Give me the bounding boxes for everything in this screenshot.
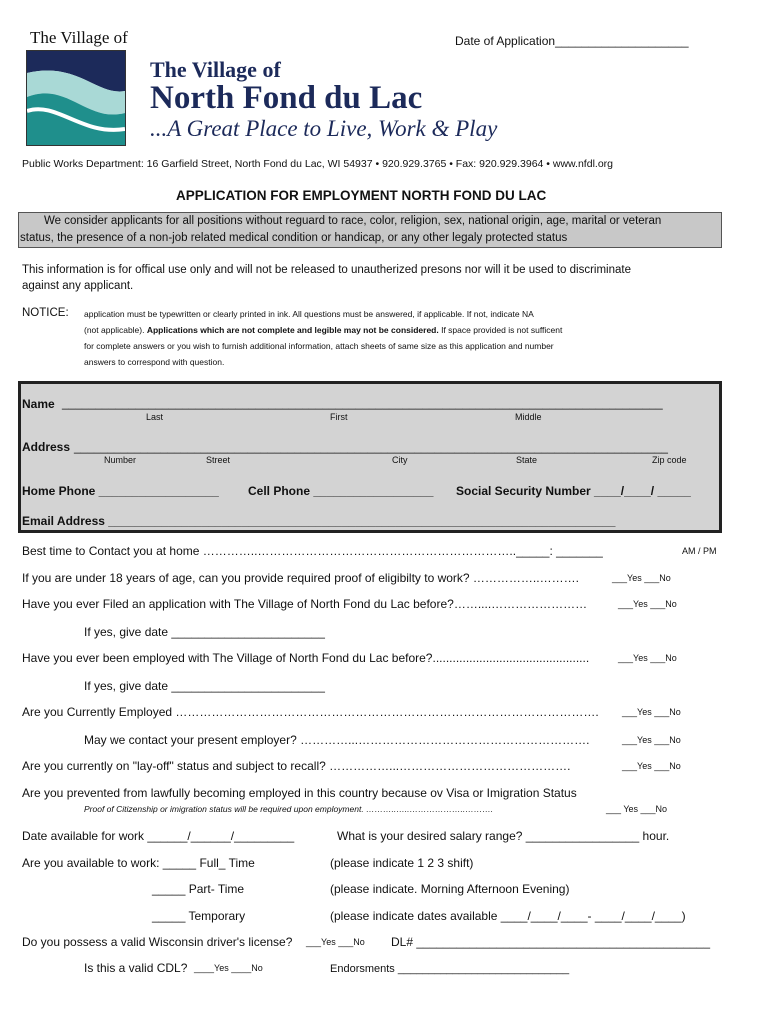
- contact-employer-yes-no[interactable]: ___Yes ___No: [622, 735, 681, 745]
- logo-line-village: The Village of: [150, 57, 281, 82]
- license-question: Do you possess a valid Wisconsin driver's license?: [22, 935, 293, 949]
- filed-date-field[interactable]: If yes, give date _______________________: [84, 625, 325, 639]
- home-phone-field[interactable]: Home Phone __________________: [22, 484, 219, 498]
- cell-phone-field[interactable]: Cell Phone __________________: [248, 484, 434, 498]
- ssn-field[interactable]: Social Security Number ____/____/ _____: [456, 484, 691, 498]
- salary-field[interactable]: What is your desired salary range? _________________ hour.: [337, 829, 670, 843]
- part-time-field[interactable]: _____ Part- Time: [152, 882, 245, 896]
- name-sub-first: First: [330, 412, 348, 422]
- full-time-field[interactable]: Are you available to work: _____ Full_ Time: [22, 856, 255, 870]
- address-sub-zip: Zip code: [652, 455, 687, 465]
- info-line-1: This information is for offical use only and will not be released to unautherized presons nor will it be used to discriminate: [22, 264, 631, 276]
- filed-before-question: Have you ever Filed an application with The Village of North Fond du Lac before?……....……………………: [22, 597, 588, 611]
- am-pm-label: AM / PM: [682, 546, 717, 556]
- notice-line-4: answers to correspond with question.: [84, 357, 225, 367]
- under-18-question: If you are under 18 years of age, can you provide required proof of eligibilty to work? ……………..……….: [22, 571, 579, 585]
- layoff-yes-no[interactable]: ___Yes ___No: [622, 761, 681, 771]
- license-yes-no[interactable]: ___Yes ___No: [306, 937, 365, 947]
- employed-before-question: Have you ever been employed with The Village of North Fond du Lac before?...............................................: [22, 651, 590, 665]
- layoff-question: Are you currently on "lay-off" status and subject to recall? ……………...…………………………………….: [22, 759, 571, 773]
- visa-note: Proof of Citizenship or imigration status will be required upon employment. ………..…..………………..……….: [84, 804, 494, 814]
- notice-line-1: application must be typewritten or clearly printed in ink. All questions must be answered, if applicable. If not, indicate NA: [84, 309, 534, 319]
- filed-before-yes-no[interactable]: ___Yes ___No: [618, 599, 677, 609]
- temporary-field[interactable]: _____ Temporary: [152, 909, 246, 923]
- page-title: APPLICATION FOR EMPLOYMENT NORTH FOND DU LAC: [176, 188, 547, 203]
- small-title: The Village of: [30, 28, 128, 47]
- eeo-line-2: status, the presence of a non-job related medical condition or handicap, or any other legaly protected status: [20, 232, 568, 244]
- logo-tagline: ...A Great Place to Live, Work & Play: [150, 116, 498, 141]
- cdl-yes-no[interactable]: ____Yes ____No: [194, 963, 263, 973]
- address-sub-number: Number: [104, 455, 137, 465]
- notice-line-3: for complete answers or you wish to furnish additional information, attach sheets of same size as this application and number: [84, 341, 554, 351]
- notice-label: NOTICE:: [22, 307, 69, 319]
- address-line: Public Works Department: 16 Garfield Street, North Fond du Lac, WI 54937 • 920.929.3765 • Fax: 920.929.3964 • www.nfdl.org: [22, 158, 613, 170]
- endorsements-field[interactable]: Endorsments ____________________________: [330, 963, 570, 975]
- cdl-question: Is this a valid CDL?: [84, 961, 188, 975]
- address-field[interactable]: _________________________________________________________________________________________: [74, 440, 668, 454]
- temporary-note[interactable]: (please indicate dates available ____/____/____- ____/____/____): [330, 909, 686, 923]
- name-sub-last: Last: [146, 412, 164, 422]
- notice-line-2: (not applicable). Applications which are not complete and legible may not be considered. If space provided is not sufficent: [84, 325, 563, 335]
- name-field[interactable]: __________________________________________________________________________________________: [62, 396, 663, 410]
- best-time-field[interactable]: Best time to Contact you at home …………..……………………………………………………….._____: _______: [22, 544, 603, 558]
- date-available-field[interactable]: Date available for work ______/______/_________: [22, 829, 295, 843]
- name-label: Name: [22, 397, 55, 411]
- part-time-note: (please indicate. Morning Afternoon Evening): [330, 882, 570, 896]
- visa-yes-no[interactable]: ___ Yes ___No: [606, 804, 668, 814]
- visa-question: Are you prevented from lawfully becoming employed in this country because ov Visa or Imigration Status: [22, 786, 577, 800]
- address-label: Address: [22, 440, 71, 454]
- eeo-line-1: We consider applicants for all positions without reguard to race, color, religion, sex, national origin, age, marital or veteran: [44, 215, 662, 227]
- employed-date-field[interactable]: If yes, give date _______________________: [84, 679, 325, 693]
- name-sub-middle: Middle: [515, 412, 542, 422]
- under-18-yes-no[interactable]: ___Yes ___No: [612, 573, 671, 583]
- currently-employed-yes-no[interactable]: ___Yes ___No: [622, 707, 681, 717]
- full-time-note: (please indicate 1 2 3 shift): [330, 856, 474, 870]
- logo-line-name: North Fond du Lac: [150, 80, 423, 116]
- employed-before-yes-no[interactable]: ___Yes ___No: [618, 653, 677, 663]
- address-sub-state: State: [516, 455, 538, 465]
- address-sub-city: City: [392, 455, 408, 465]
- address-sub-street: Street: [206, 455, 231, 465]
- info-line-2: against any applicant.: [22, 280, 134, 292]
- village-logo-icon: [26, 50, 126, 146]
- contact-employer-question: May we contact your present employer? …………...………………………………………………….: [84, 733, 590, 747]
- dl-number-field[interactable]: DL# ____________________________________________: [391, 935, 710, 949]
- email-field[interactable]: Email Address ____________________________________________________________________________: [22, 514, 616, 528]
- date-of-application-field[interactable]: Date of Application____________________: [455, 34, 689, 48]
- currently-employed-question: Are you Currently Employed …………………………………………………………………………………………….: [22, 705, 599, 719]
